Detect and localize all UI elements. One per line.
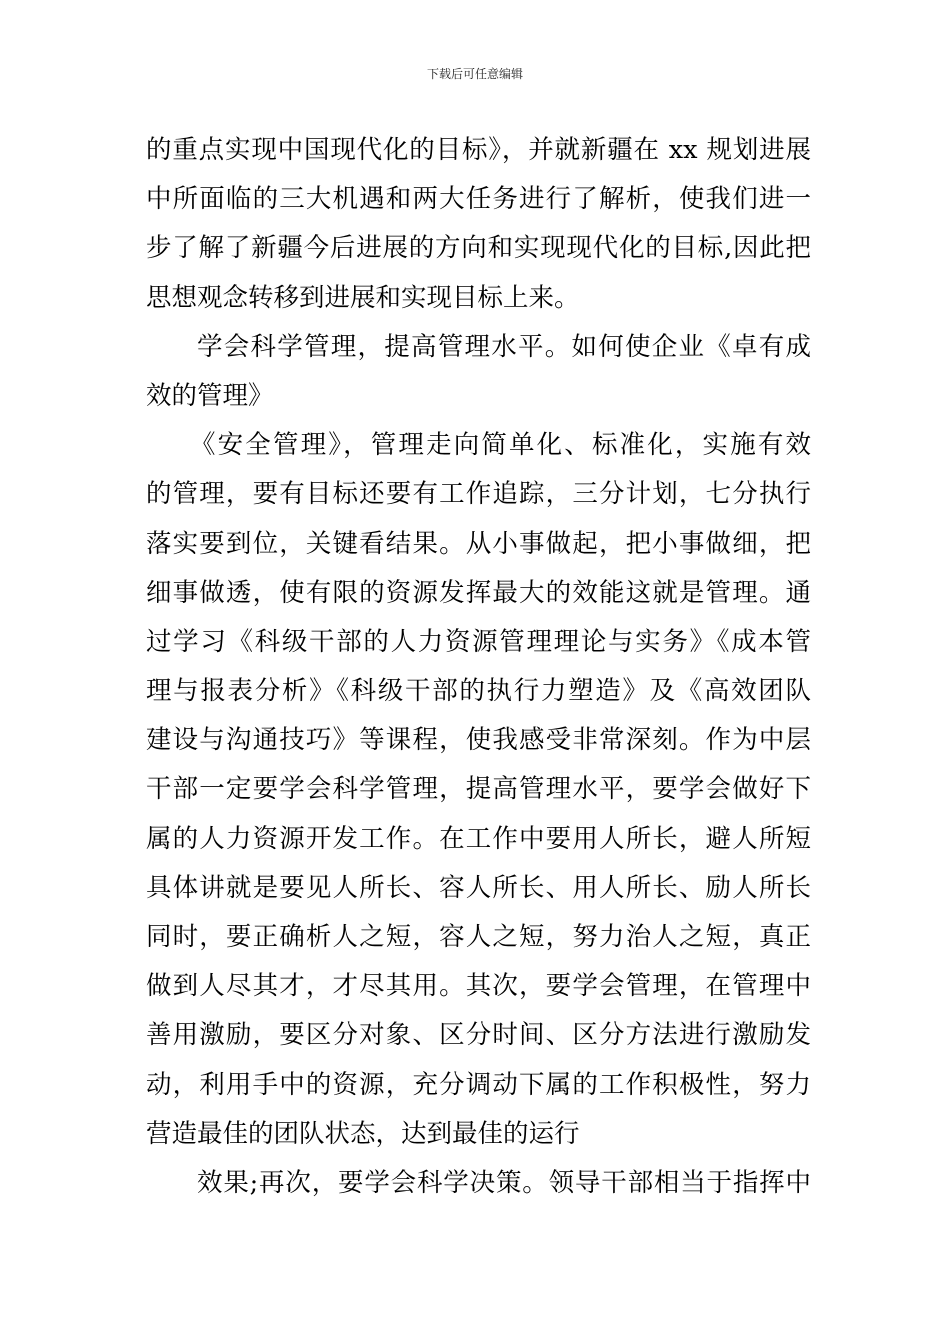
text-line: 效果;再次，要学会科学决策。领导干部相当于指挥中	[197, 1167, 811, 1198]
text-line: 理与报表分析》《科级干部的执行力塑造》及《高效团队	[146, 676, 811, 707]
text-line: 《安全管理》，管理走向简单化、标准化，实施有效	[190, 430, 811, 461]
text-line: 过学习《科级干部的人力资源管理理论与实务》《成本管	[146, 626, 811, 657]
text-line: 的重点实现中国现代化的目标》，并就新疆在 xx 规划进展	[146, 135, 811, 165]
text-line: 落实要到位，关键看结果。从小事做起，把小事做细，把	[146, 528, 811, 559]
text-line: 属的人力资源开发工作。在工作中要用人所长，避人所短	[146, 823, 811, 854]
text-line: 善用激励，要区分对象、区分时间、区分方法进行激励发	[146, 1020, 811, 1051]
text-line: 步了解了新疆今后进展的方向和实现现代化的目标,因此把	[146, 233, 811, 264]
text-line: 营造最佳的团队状态，达到最佳的运行	[146, 1118, 580, 1149]
text-line: 同时，要正确析人之短，容人之短，努力治人之短，真正	[146, 922, 811, 952]
page-header: 下载后可任意编辑	[426, 67, 523, 81]
text-line: 建设与沟通技巧》等课程，使我感受非常深刻。作为中层	[146, 725, 811, 756]
text-line: 的管理，要有目标还要有工作追踪，三分计划，七分执行	[146, 479, 811, 510]
text-line: 细事做透，使有限的资源发挥最大的效能这就是管理。通	[146, 577, 811, 608]
text-line: 干部一定要学会科学管理，提高管理水平，要学会做好下	[146, 774, 811, 805]
document-body	[146, 126, 811, 1208]
text-line: 效的管理》	[146, 380, 274, 411]
text-line: 中所面临的三大机遇和两大任务进行了解析，使我们进一	[146, 184, 811, 215]
text-line: 做到人尽其才，才尽其用。其次，要学会管理，在管理中	[146, 971, 811, 1002]
text-line: 具体讲就是要见人所长、容人所长、用人所长、励人所长	[146, 872, 811, 903]
text-line: 思想观念转移到进展和实现目标上来。	[146, 282, 580, 313]
text-line: 学会科学管理，提高管理水平。如何使企业《卓有成	[197, 331, 811, 362]
text-line: 动，利用手中的资源，充分调动下属的工作积极性，努力	[146, 1069, 811, 1100]
